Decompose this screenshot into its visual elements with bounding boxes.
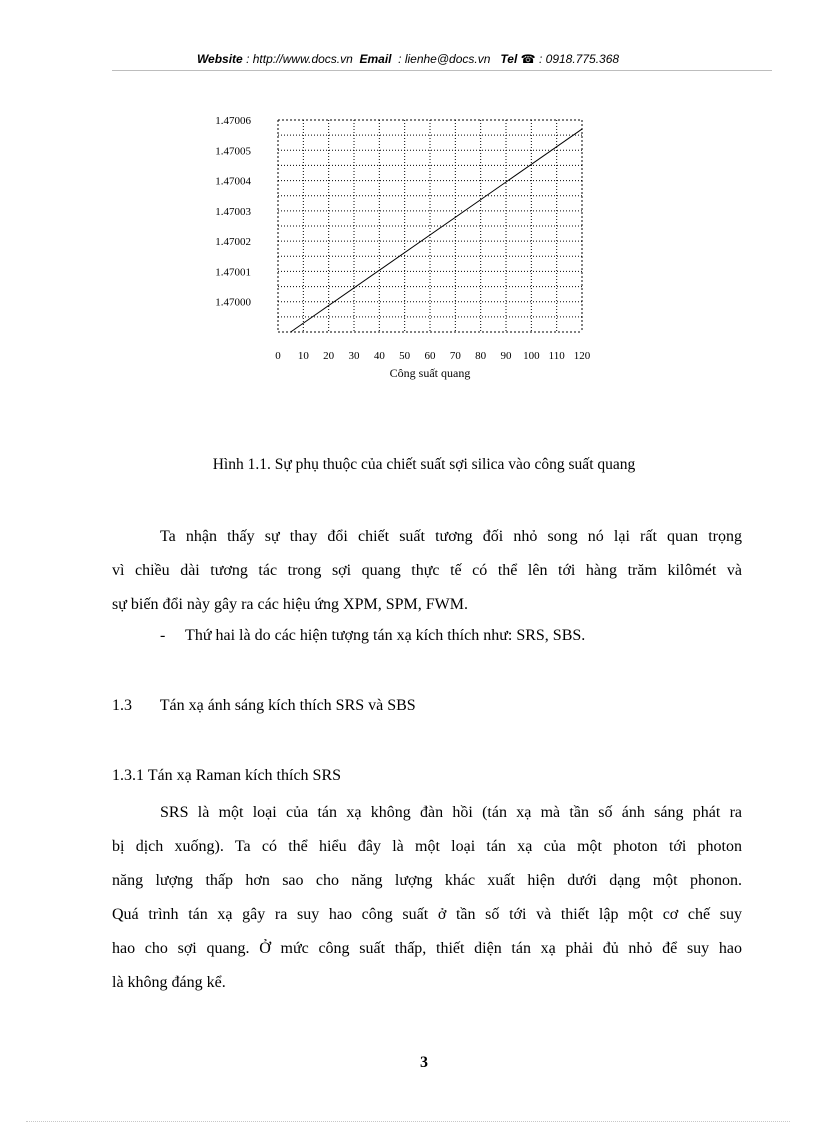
y-tick-label: 1.47001	[215, 266, 251, 279]
x-tick-label: 120	[573, 350, 591, 362]
page-header: Website : http://www.docs.vn Email : lienhe@docs.vn Tel ☎ : 0918.775.368	[196, 52, 620, 66]
y-tick-label: 1.47004	[215, 175, 251, 188]
x-tick-label: 50	[399, 350, 411, 362]
paragraph-2	[112, 796, 742, 1000]
paragraph-1-line-3: sự biến đổi này gây ra các hiệu ứng XPM, SPM, FWM.	[112, 596, 468, 613]
paragraph-2-line-5: hao cho sợi quang. Ở mức công suất thấp, thiết diện tán xạ phải đủ nhỏ để suy hao	[112, 940, 742, 957]
paragraph-2-line-2: bị dịch xuống). Ta có thể hiểu đây là một loại tán xạ của một photon tới photon	[112, 838, 742, 855]
y-tick-label: 1.47005	[215, 145, 251, 158]
paragraph-2-line-6: là không đáng kể.	[112, 974, 226, 991]
paragraph-1-line-1: Ta nhận thấy sự thay đổi chiết suất tương đối nhỏ song nó lại rất quan trọng	[160, 528, 742, 545]
email-value: lienhe@docs.vn	[404, 52, 491, 66]
paragraph-2-line-4: Quá trình tán xạ gây ra suy hao công suất ở tần số tới và thiết lập một cơ chế suy	[112, 906, 742, 923]
x-tick-label: 90	[500, 350, 512, 362]
chart-svg	[180, 100, 610, 390]
paragraph-2-line-1: SRS là một loại của tán xạ không đàn hồi (tán xạ mà tần số ánh sáng phát ra	[160, 804, 742, 821]
email-label: Email	[359, 52, 392, 66]
figure-caption: Hình 1.1. Sự phụ thuộc của chiết suất sợi silica vào công suất quang	[212, 456, 636, 473]
series-line	[291, 129, 582, 332]
x-tick-label: 70	[449, 350, 461, 362]
paragraph-1-line-2: vì chiều dài tương tác trong sợi quang thực tế có thể lên tới hàng trăm kilômét và	[112, 562, 742, 579]
x-tick-label: 80	[475, 350, 487, 362]
x-tick-label: 40	[373, 350, 385, 362]
footer-divider	[26, 1121, 790, 1122]
bullet-marker: -	[160, 627, 166, 644]
website-label: Website	[196, 52, 243, 66]
y-tick-label: 1.47000	[215, 296, 251, 309]
x-tick-label: 110	[548, 350, 565, 362]
refractive-index-chart	[180, 100, 610, 395]
tel-label: Tel	[500, 52, 518, 66]
y-tick-label: 1.47003	[215, 205, 251, 218]
header-divider	[112, 70, 772, 71]
section-heading-1-3	[112, 697, 416, 715]
x-tick-label: 30	[348, 350, 360, 362]
y-tick-label: 1.47002	[215, 236, 251, 249]
paragraph-1	[112, 520, 742, 622]
section-title: Tán xạ ánh sáng kích thích SRS và SBS	[159, 697, 416, 714]
x-tick-label: 20	[323, 350, 335, 362]
bullet-text: Thứ hai là do các hiện tượng tán xạ kích thích như: SRS, SBS.	[185, 627, 586, 644]
x-tick-label: 60	[424, 350, 436, 362]
paragraph-2-line-3: năng lượng thấp hơn sao cho năng lượng khác xuất hiện dưới dạng một phonon.	[112, 872, 742, 889]
y-tick-label: 1.47006	[215, 115, 251, 127]
tel-value: 0918.775.368	[545, 52, 620, 66]
x-axis-label: Công suất quang	[389, 366, 471, 380]
website-value: http://www.docs.vn	[252, 52, 353, 66]
x-tick-label: 100	[523, 350, 540, 362]
section-number: 1.3	[112, 697, 132, 714]
x-tick-label: 0	[275, 350, 281, 362]
x-tick-label: 10	[297, 350, 309, 362]
phone-icon: ☎	[520, 52, 536, 66]
bullet-item	[160, 627, 585, 645]
section-heading-1-3-1: 1.3.1 Tán xạ Raman kích thích SRS	[112, 767, 342, 784]
page-number: 3	[420, 1054, 428, 1071]
